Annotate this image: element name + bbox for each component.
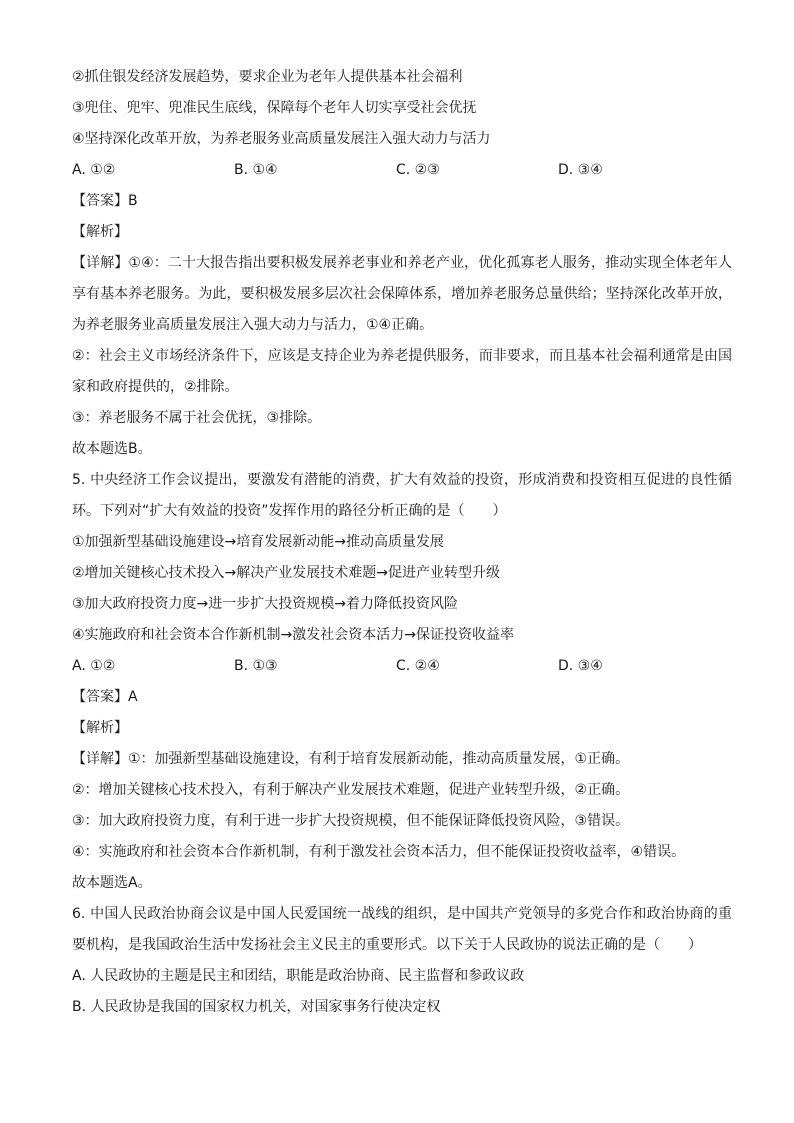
q4-choice-d: D. ③④ [558, 162, 603, 178]
q5-answer: 【答案】A [72, 689, 138, 705]
q5-option-3: ③加大政府投资力度→进一步扩大投资规模→着力降低投资风险 [72, 596, 459, 612]
q6-stem: 6. 中国人民政治协商会议是中国人民爱国统一战线的组织，是中国共产党领导的多党合作和政治协商的重要机构，是我国政治生活中发扬社会主义民主的重要形式。以下关于人民政协的说法正确的是（ ） [72, 906, 732, 953]
q4-choice-c: C. ②③ [396, 162, 440, 178]
q5-point-2: ②：增加关键核心技术投入，有利于解决产业发展技术难题，促进产业转型升级，②正确。 [72, 782, 630, 798]
q5-choice-b: B. ①③ [234, 658, 278, 674]
q5-choice-d: D. ③④ [558, 658, 603, 674]
q5-option-2: ②增加关键核心技术投入→解决产业发展技术难题→促进产业转型升级 [72, 565, 501, 581]
q4-analysis-heading: 【解析】 [72, 224, 128, 240]
q4-choices [72, 155, 732, 186]
q5-analysis-heading: 【解析】 [72, 720, 128, 736]
q4-detail: 【详解】①④：二十大报告指出要积极发展养老事业和养老产业，优化孤寡老人服务，推动实现全体老年人享有基本养老服务。为此，要积极发展多层次社会保障体系，增加养老服务总量供给；坚持深化改革开放，为养老服务业高质量发展注入强大动力与活力，①④正确。 [72, 255, 732, 333]
q5-stem: 5. 中央经济工作会议提出，要激发有潜能的消费，扩大有效益的投资，形成消费和投资相互促进的良性循环。下列对“扩大有效益的投资”发挥作用的路径分析正确的是（ ） [72, 472, 732, 519]
q5-detail: 【详解】①：加强新型基础设施建设，有利于培育发展新动能，推动高质量发展，①正确。 [72, 751, 630, 767]
q5-conclusion: 故本题选A。 [72, 875, 152, 891]
q4-choice-a: A. ①② [72, 162, 116, 178]
q4-option-3: ③兜住、兜牢、兜准民生底线，保障每个老年人切实享受社会优抚 [72, 100, 477, 116]
q4-conclusion: 故本题选B。 [72, 441, 152, 457]
q5-option-1: ①加强新型基础设施建设→培育发展新动能→推动高质量发展 [72, 534, 445, 550]
q4-point-3: ③：养老服务不属于社会优抚，③排除。 [72, 410, 322, 426]
q5-point-3: ③：加大政府投资力度，有利于进一步扩大投资规模，但不能保证降低投资风险，③错误。 [72, 813, 630, 829]
document-page [72, 62, 732, 1023]
q4-point-2: ②：社会主义市场经济条件下，应该是支持企业为养老提供服务，而非要求，而且基本社会福利通常是由国家和政府提供的，②排除。 [72, 348, 732, 395]
q6-option-a: A. 人民政协的主题是民主和团结，职能是政治协商、民主监督和参政议政 [72, 968, 525, 984]
q6-option-b: B. 人民政协是我国的国家权力机关，对国家事务行使决定权 [72, 999, 441, 1015]
q5-choices [72, 651, 732, 682]
q4-option-2: ②抓住银发经济发展趋势，要求企业为老年人提供基本社会福利 [72, 69, 463, 85]
q4-choice-b: B. ①④ [234, 162, 278, 178]
q4-option-4: ④坚持深化改革开放，为养老服务业高质量发展注入强大动力与活力 [72, 131, 491, 147]
q5-option-4: ④实施政府和社会资本合作新机制→激发社会资本活力→保证投资收益率 [72, 627, 515, 643]
q5-choice-c: C. ②④ [396, 658, 440, 674]
q5-point-4: ④：实施政府和社会资本合作新机制，有利于激发社会资本活力，但不能保证投资收益率，④错误。 [72, 844, 686, 860]
q4-answer: 【答案】B [72, 193, 138, 209]
q5-choice-a: A. ①② [72, 658, 116, 674]
